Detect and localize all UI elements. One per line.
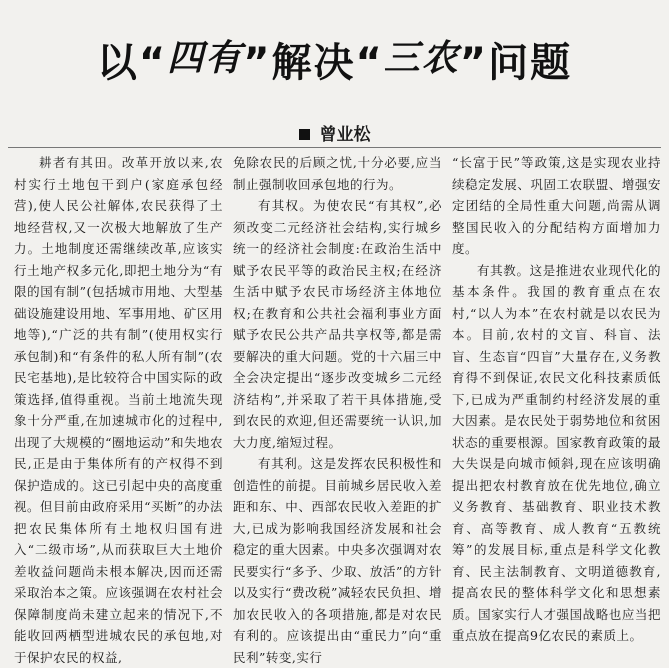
square-bullet-icon <box>299 129 310 140</box>
paragraph: “长富于民”等政策,这是实现农业持续稳定发展、巩固工农联盟、增强安定团结的全局性重大问题,尚需从调整国民收入的分配结构方面增加力度。 <box>452 155 661 256</box>
author-name: 曾业松 <box>319 125 371 145</box>
column-2 <box>233 152 442 665</box>
paragraph: 有其利。这是发挥农民积极性和创造性的前提。目前城乡居民收入差距和东、中、西部农民收入差距的扩大,已成为影响我国经济发展和社会稳定的重大因素。中央多次强调对农民要实行“多予、少取、放活”的方针以及实行“费改税”减轻农民负担、增加农民收入的各项措施,都是对农民有利的。应该提出由“重民力”向“重民利”转变,实行 <box>233 456 442 665</box>
byline <box>0 120 669 145</box>
title-mid: ”解决“ <box>243 40 384 86</box>
column-3 <box>452 152 661 643</box>
column-1 <box>14 152 223 665</box>
divider <box>8 147 661 148</box>
title-suffix: ”问题 <box>459 40 573 86</box>
paragraph: 免除农民的后顾之忧,十分必要,应当制止强制收回承包地的行为。 <box>233 155 442 192</box>
paragraph: 有其教。这是推进农业现代化的基本条件。我国的教育重点在农村,“以人为本”在农村就是以农民为本。目前,农村的文盲、科盲、法盲、生态盲“四盲”大量存在,义务教育得不到保证,农民文化科技素质低下,已成为严重制约村经济发展的重大因素。是农民处于弱势地位和贫困状态的重要根源。国家教育政策的最大失误是向城市倾斜,现在应该明确提出把农村教育放在优先地位,确立义务教育、基础教育、职业技术教育、高等教育、成人教育“五教统筹”的发展目标,重点是科学文化教育、民主法制教育、文明道德教育,提高农民的整体科学文化和思想素质。国家实行人才强国战略也应当把重点放在提高9亿农民的素质上。 <box>452 262 661 643</box>
article-body <box>14 152 661 665</box>
article-title <box>0 30 669 88</box>
title-four-have: 四有 <box>167 37 244 79</box>
title-prefix: 以“ <box>96 40 168 86</box>
paragraph: 耕者有其田。改革开放以来,农村实行土地包干到户(家庭承包经营),使人民公社解体,农民获得了土地经营权,又一次极大地解放了生产力。土地制度还需继续改革,应该实行土地产权多元化,即把土地分为“有限的国有制”(包括城市用地、大型基础设施建设用地、军事用地、矿区用地等),“广泛的共有制”(使用权实行承包制)和“有条件的私人所有制”(农民宅基地),是比较符合中国实际的政策选择,值得重视。当前土地流失现象十分严重,在加速城市化的过程中,出现了大规模的“圈地运动”和失地农民,正是由于集体所有的产权得不到保护造成的。这已引起中央的高度重视。但目前由政府采用“买断”的办法把农民集体所有土地权归国有进入“二级市场”,从而获取巨大土地价差收益问题尚未根本解决,因而还需采取治本之策。应该强调在农村社会保障制度尚未建立起来的情况下,不能收回两栖型进城农民的承包地,对于保护农民的权益, <box>14 155 223 665</box>
title-three-rural: 三农 <box>383 37 460 79</box>
paragraph: 有其权。为使农民“有其权”,必须改变二元经济社会结构,实行城乡统一的经济社会制度:在政治生活中赋予农民平等的政治民主权;在经济生活中赋予农民市场经济主体地位权;在教育和公共社会福利事业方面赋予农民公共产品共享权等,都是需要解决的重大问题。党的十六届三中全会决定提出“逐步改变城乡二元经济结构”,并采取了若干具体措施,受到农民的欢迎,但还需要统一认识,加大力度,缩短过程。 <box>233 198 442 450</box>
